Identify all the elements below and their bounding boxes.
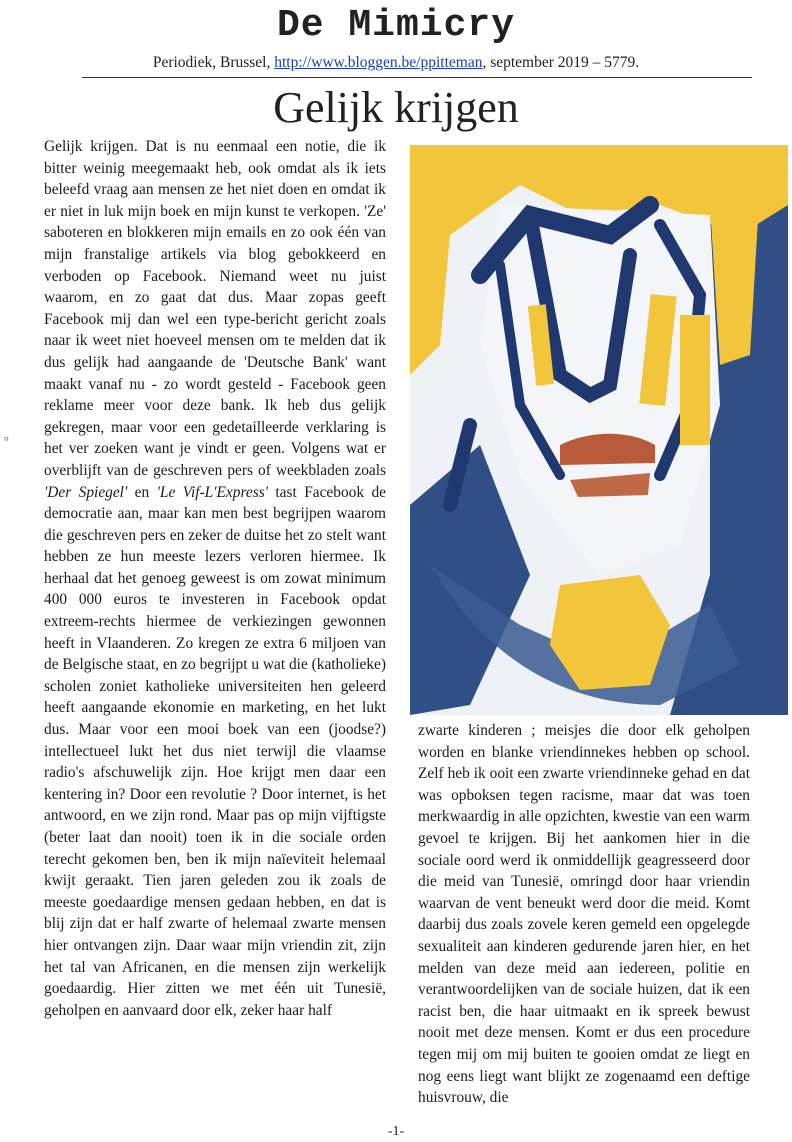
margin-mark: ° (4, 434, 9, 448)
portrait-painting (410, 145, 788, 715)
article-column-right (418, 720, 750, 1109)
publication-place: Periodiek, Brussel, (152, 54, 275, 71)
blog-link[interactable]: http://www.bloggen.be/ppitteman (274, 54, 483, 71)
article-paragraph-right: zwarte kinderen ; meisjes die door elk geholpen worden en blanke vriendinnekes hebben op school. Zelf heb ik ooit een zwarte vriendinneke gehad en dat was opboksen tegen racisme, maar dat was toen merkwaardig in alle opzichten, kwestie van een warm gevoel te krijgen. Bij het aankomen hier in die sociale oord werd ik onmiddellijk geagresseerd door die meid van Tunesië, omringd door haar vriendin waarvan de vent beneukt werd door die meid. Komt daarbij dus zoals zovele keren gemeld een opgelegde sexualiteit aan kinderen gedurende jaren hier, en het melden van deze meid aan iedereen, politie en verantwoordelijken van de sociale huizen, dat ik een racist ben, die haar uitmaakt en ik spreek bewust nooit met deze mensen. Komt er dus een procedure tegen mij om mij buiten te gooien omdat ze liegt en nog eens liegt want blijkt ze zogenaamd een deftige huisvrouw, die (418, 722, 750, 1107)
text-run: en (127, 483, 157, 501)
portrait-painting-svg (410, 145, 788, 715)
article-paragraph-left (44, 136, 386, 1021)
page-number: -1- (387, 1124, 405, 1139)
article-headline: Gelijk krijgen (273, 83, 519, 132)
magazine-name: 'Le Vif-L'Express' (156, 483, 268, 501)
magazine-name: 'Der Spiegel' (44, 483, 128, 501)
article-column-left (44, 136, 386, 1021)
header-rule (82, 77, 752, 78)
text-run: tast Facebook de democratie aan, maar kan men best begrijpen waarom die geschreven pers en zeker de duitse het zo stelt want hebben ze hun meeste lezers verloren hiermee. Ik herhaal dat het genoeg geweest is om zowat minimum 400 000 euros te investeren in Facebook opdat extreem-rechts hiermee de verkiezingen gewonnen heeft in Vlaanderen. Zo kregen ze extra 6 miljoen van de Belgische staat, en zo begrijpt u wat die (katholieke) scholen zoniet katholieke universiteiten hen geleerd heeft aangaande ekonomie en marketing, en het lukt dus. Maar voor een mooi boek van een (joodse?) intellectueel lukt het dus niet terwijl die vlaamse radio's afschuwelijk zijn. Hoe krijgt men daar een kentering in? Door een revolutie ? Door internet, is het antwoord, en we zijn rond. Maar pas op mijn vijftigste (beter laat dan nooit) toen ik in die sociale orden terecht gekomen ben, ben ik mijn naïeviteit helemaal kwijt geraakt. Tien jaren geleden zou ik zoals de meeste goedaardige mensen gedaan hebben, en dat is blij zijn dat er half zwarte of helemaal zwarte mensen hier ontvangen zijn. Daar waar mijn vriendin zit, zijn het tal van Africanen, en die mensen zijn werkelijk goedaardig. Hier zitten we met één uit Tunesië, geholpen en aanvaard door elk, zeker haar half (44, 483, 386, 1019)
text-run: Gelijk krijgen. Dat is nu eenmaal een notie, die ik bitter weinig meegemaakt heb, ook omdat als ik iets beleefd vraag aan mensen ze het niet doen en omdat ik er niet in luk mijn boek en mijn kunst te verkopen. 'Ze' saboteren en blokkeren mijn emails en zo ook één van mijn franstalige artikels via blog gebokkeerd en verboden op Facebook. Niemand weet nu juist waarom, en zo gaat dat dus. Maar zopas geeft Facebook mij dan wel een type-bericht gericht zoals naar ik weet niet hoeveel mensen om te melden dat ik dus gelijk had aangaande de 'Deutsche Bank' want maakt vanaf nu - zo wordt gesteld - Facebook geen reklame meer voor deze bank. Ik heb dus gelijk gekregen, maar voor een gedetailleerde verklaring is het ver zoeken want je vindt er geen. Volgens wat er overblijft van de geschreven pers of weekbladen zoals (44, 138, 386, 479)
masthead-title: De Mimicry (276, 4, 516, 47)
publication-date: , september 2019 – 5779. (482, 54, 640, 71)
publication-info (0, 54, 792, 72)
